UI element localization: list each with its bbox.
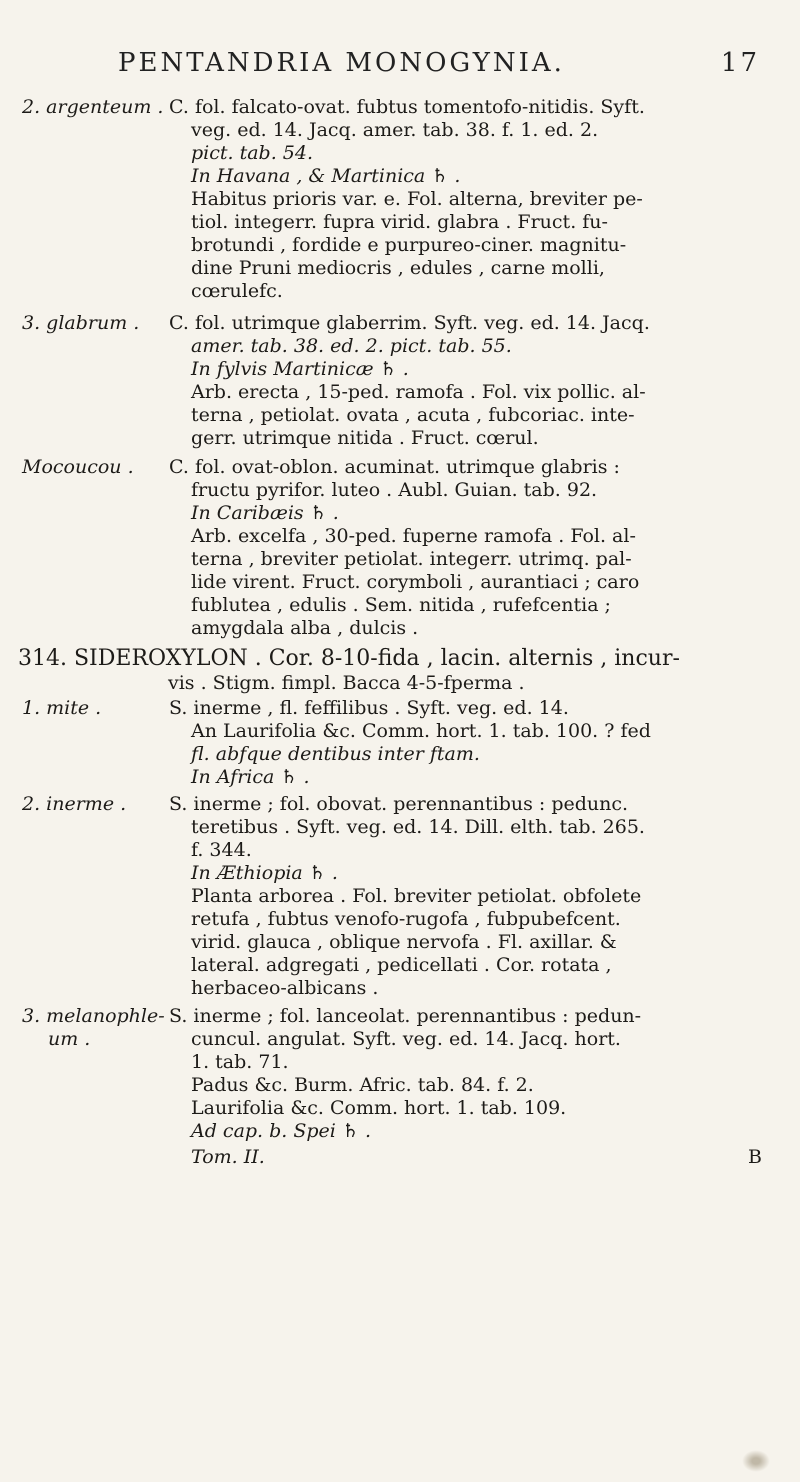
entry-text [169, 96, 769, 303]
text-line: terna , breviter petiolat. integerr. utrimq. pal- [191, 548, 632, 570]
text-line: Arb. excelfa , 30-ped. fuperne ramofa . Fol. al- [191, 525, 636, 547]
species-text [169, 1005, 769, 1143]
text-line: cuncul. angulat. Syft. veg. ed. 14. Jacq. hort. [191, 1028, 621, 1050]
text-line: C. fol. utrimque glaberrim. Syft. veg. ed. 14. Jacq. [169, 312, 650, 334]
text-line: In Caribæis ♄ . [191, 502, 339, 524]
text-line: Arb. erecta , 15-ped. ramofa . Fol. vix pollic. al- [191, 381, 646, 403]
text-line: veg. ed. 14. Jacq. amer. tab. 38. f. 1. ed. 2. [191, 119, 599, 141]
text-line: cœrulefc. [191, 280, 283, 302]
text-line: dine Pruni mediocris , edules , carne molli, [191, 257, 605, 279]
text-line: gerr. utrimque nitida . Fruct. cœrul. [191, 427, 539, 449]
text-line: In Africa ♄ . [191, 766, 310, 788]
text-line: fublutea , edulis . Sem. nitida , rufefcentia ; [191, 594, 611, 616]
volume-mark: Tom. II. [191, 1146, 265, 1168]
text-line: virid. glauca , oblique nervofa . Fl. axillar. & [191, 931, 617, 953]
text-line: C. fol. falcato-ovat. fubtus tomentofo-nitidis. Syft. [169, 96, 645, 118]
entry-text [169, 312, 769, 450]
text-line: Laurifolia &c. Comm. hort. 1. tab. 109. [191, 1097, 567, 1119]
signature-mark: B [748, 1146, 762, 1168]
text-line: 1. tab. 71. [191, 1051, 289, 1073]
text-line: lateral. adgregati , pedicellati . Cor. rotata , [191, 954, 612, 976]
entry-label: 2. argenteum . [22, 96, 164, 118]
text-line: fructu pyrifor. luteo . Aubl. Guian. tab. 92. [191, 479, 598, 501]
text-line: lide virent. Fruct. corymboli , aurantiaci ; caro [191, 571, 640, 593]
genus-line: 314. SIDEROXYLON . Cor. 8-10-fida , lacin. alternis , incur- [18, 646, 680, 671]
text-line: fl. abfque dentibus inter ftam. [191, 743, 480, 765]
page-number: 17 [720, 48, 760, 78]
text-line: herbaceo-albicans . [191, 977, 379, 999]
text-line: C. fol. ovat-oblon. acuminat. utrimque glabris : [169, 456, 620, 478]
text-line: S. inerme ; fol. lanceolat. perennantibus : pedun- [169, 1005, 642, 1027]
text-line: teretibus . Syft. veg. ed. 14. Dill. elth. tab. 265. [191, 816, 645, 838]
text-line: Ad cap. b. Spei ♄ . [191, 1120, 372, 1142]
text-line: In fylvis Martinicæ ♄ . [191, 358, 409, 380]
text-line: brotundi , fordide e purpureo-ciner. magnitu- [191, 234, 627, 256]
text-line: terna , petiolat. ovata , acuta , fubcoriac. inte- [191, 404, 635, 426]
text-line: amygdala alba , dulcis . [191, 617, 419, 639]
text-line: tiol. integerr. fupra virid. glabra . Fruct. fu- [191, 211, 608, 233]
genus-line: vis . Stigm. fimpl. Bacca 4-5-fperma . [168, 672, 525, 694]
species-label: 1. mite . [22, 697, 102, 719]
text-line: retufa , fubtus venofo-rugofa , fubpubefcent. [191, 908, 621, 930]
species-label-cont: um . [48, 1028, 91, 1050]
entry-label: Mocoucou . [22, 456, 134, 478]
text-line: Habitus prioris var. e. Fol. alterna, breviter pe- [191, 188, 643, 210]
running-title: PENTANDRIA MONOGYNIA. [118, 48, 565, 78]
ink-smudge [742, 1450, 770, 1472]
species-text [169, 697, 769, 789]
text-line: f. 344. [191, 839, 252, 861]
text-line: S. inerme ; fol. obovat. perennantibus : pedunc. [169, 793, 629, 815]
species-label: 3. melanophle- [22, 1005, 165, 1027]
text-line: S. inerme , fl. feffilibus . Syft. veg. ed. 14. [169, 697, 569, 719]
running-header [118, 48, 758, 84]
species-text [169, 793, 769, 1000]
text-line: amer. tab. 38. ed. 2. pict. tab. 55. [191, 335, 512, 357]
text-line: An Laurifolia &c. Comm. hort. 1. tab. 100. ? fed [191, 720, 651, 742]
entry-label: 3. glabrum . [22, 312, 140, 334]
text-line: In Æthiopia ♄ . [191, 862, 338, 884]
species-label: 2. inerme . [22, 793, 127, 815]
entry-text [169, 456, 769, 640]
text-line: Planta arborea . Fol. breviter petiolat. obfolete [191, 885, 642, 907]
text-line: Padus &c. Burm. Afric. tab. 84. f. 2. [191, 1074, 534, 1096]
genus-siderlon [18, 646, 778, 696]
text-line: pict. tab. 54. [191, 142, 314, 164]
text-line: In Havana , & Martinica ♄ . [191, 165, 461, 187]
